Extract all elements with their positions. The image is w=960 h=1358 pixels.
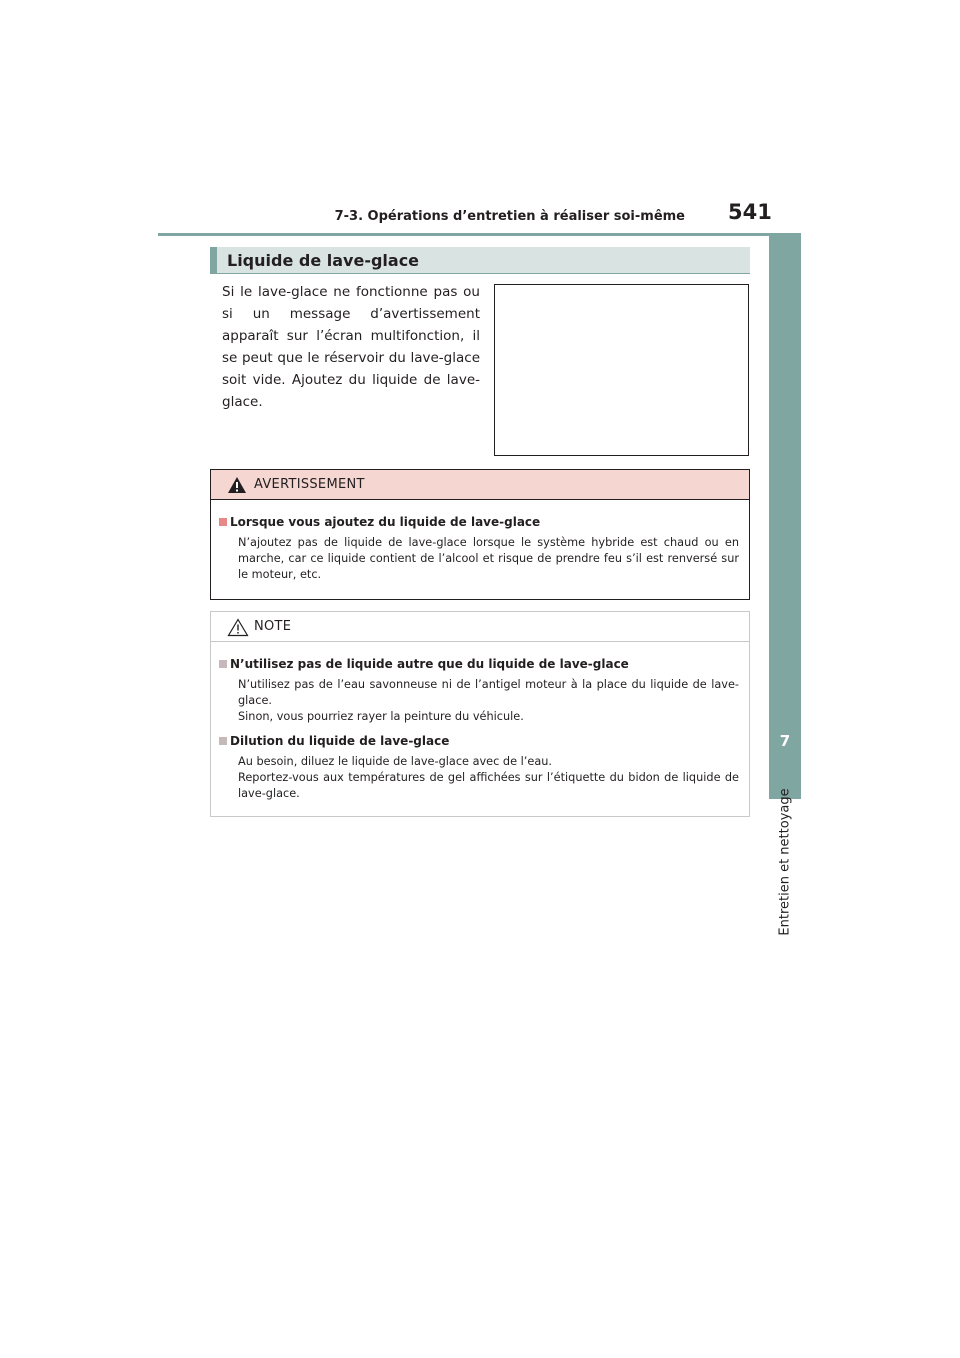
note-item-paragraph: Reportez-vous aux températures de gel affichées sur l’étiquette du bidon de liquide de lave-glace.	[238, 771, 739, 800]
running-header-title: 7-3. Opérations d’entretien à réaliser soi-même	[334, 209, 685, 224]
page-number: 541	[728, 200, 772, 224]
warning-triangle-icon	[227, 476, 247, 494]
warning-header	[211, 470, 749, 500]
note-header	[211, 612, 749, 642]
note-bullet-icon	[219, 737, 227, 745]
note-item-paragraph: Sinon, vous pourriez rayer la peinture du véhicule.	[238, 710, 524, 723]
note-item	[219, 656, 739, 725]
note-box	[210, 611, 750, 817]
warning-label: AVERTISSEMENT	[254, 477, 365, 492]
note-item-text	[238, 754, 739, 802]
note-item-text	[238, 677, 739, 725]
note-item	[219, 733, 739, 802]
chapter-tab	[769, 236, 801, 799]
note-items	[211, 642, 749, 802]
warning-item-paragraph: N’ajoutez pas de liquide de lave-glace lorsque le système hybride est chaud ou en marche, car ce liquide contient de l’alcool et risque de prendre feu s’il est renversé sur le moteur, etc.	[238, 536, 739, 581]
note-item-title: Dilution du liquide de lave-glace	[230, 734, 450, 748]
warning-item	[219, 514, 739, 583]
intro-paragraph: Si le lave-glace ne fonctionne pas ou si un message d’avertissement apparaît sur l’écran multifonction, il se peut que le réservoir du lave-glace soit vide. Ajoutez du liquide de lave-glace.	[222, 284, 480, 410]
warning-item-title: Lorsque vous ajoutez du liquide de lave-glace	[230, 515, 541, 529]
note-label: NOTE	[254, 619, 292, 634]
note-item-paragraph: N’utilisez pas de l’eau savonneuse ni de l’antigel moteur à la place du liquide de lave-glace.	[238, 678, 739, 707]
warning-items	[211, 500, 749, 583]
section-heading-text: Liquide de lave-glace	[227, 251, 420, 270]
warning-box	[210, 469, 750, 600]
note-bullet-icon	[219, 660, 227, 668]
chapter-tab-number: 7	[779, 732, 791, 750]
warning-bullet-icon	[219, 518, 227, 526]
chapter-tab-label: Entretien et nettoyage	[777, 788, 793, 936]
note-item-title: N’utilisez pas de liquide autre que du liquide de lave-glace	[230, 657, 629, 671]
caution-triangle-icon	[227, 618, 249, 637]
warning-item-text	[238, 535, 739, 583]
section-heading	[210, 247, 750, 274]
illustration-frame	[494, 284, 749, 456]
header-rule	[158, 233, 801, 236]
note-item-paragraph: Au besoin, diluez le liquide de lave-glace avec de l’eau.	[238, 755, 552, 768]
